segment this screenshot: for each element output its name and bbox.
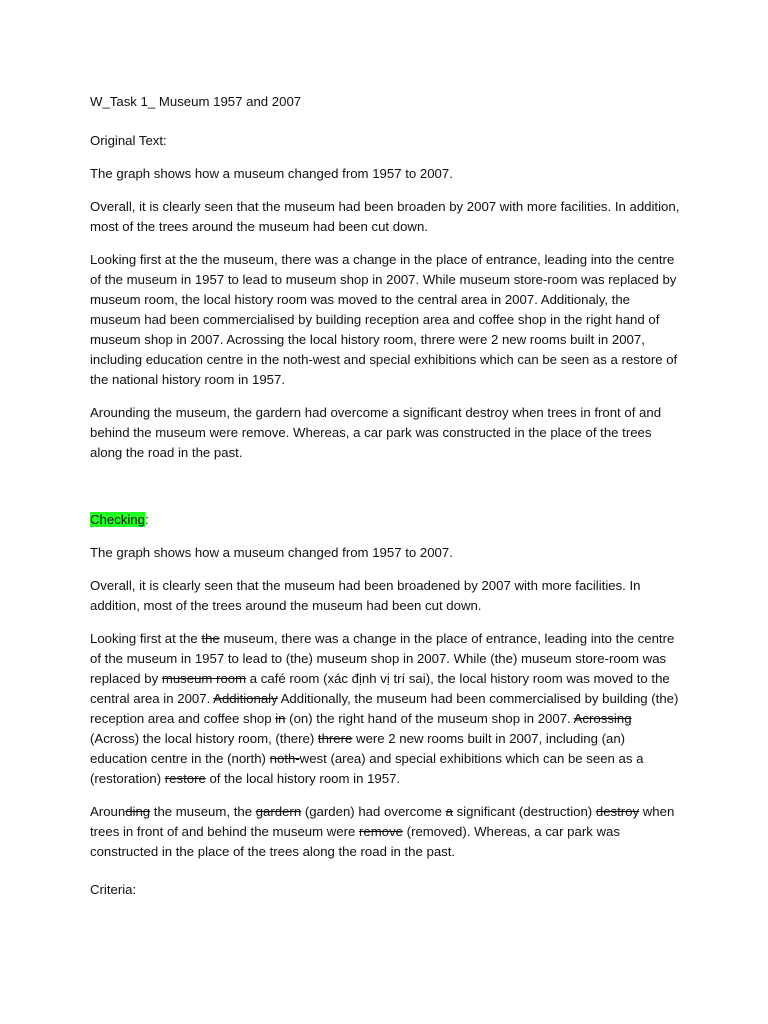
text-run: a café room (xác định vị trí sai), the local history room was moved to the central area in 2007.: [90, 671, 670, 706]
struck-text: ding: [125, 804, 151, 819]
criteria-heading: Criteria:: [90, 882, 137, 897]
original-paragraph-2: Overall, it is clearly seen that the museum had been broaden by 2007 with more facilities. In addition, most of the trees around the museum had been cut down.: [90, 199, 680, 234]
text-run: (on) the right hand of the museum shop in 2007.: [285, 711, 574, 726]
struck-text: museum room: [161, 671, 247, 686]
struck-text: gardern: [255, 804, 302, 819]
struck-text: threre: [317, 731, 353, 746]
struck-text: the: [201, 631, 220, 646]
text-run: the museum, the: [150, 804, 256, 819]
text-run: (Across) the local history room, (there): [90, 731, 318, 746]
section-spacer: [90, 476, 682, 510]
struck-text: noth-: [269, 751, 300, 766]
checking-paragraph-4: [90, 802, 682, 862]
text-run: of the local history room in 1957.: [205, 771, 401, 786]
checking-paragraph-3: [90, 629, 682, 789]
text-run: Additionally, the museum had been commercialised by building (the) reception area and coffee shop: [90, 691, 679, 726]
text-run: (garden) had overcome: [301, 804, 446, 819]
text-run: west (area) and special exhibitions which can be seen as a (restoration): [90, 751, 644, 786]
document-body: [90, 92, 682, 913]
struck-text: in: [275, 711, 286, 726]
checking-heading-colon: :: [144, 512, 149, 527]
struck-text: remove: [359, 824, 404, 839]
text-run: Aroun: [90, 804, 126, 819]
struck-text: restore: [164, 771, 206, 786]
original-paragraph-4: Arounding the museum, the gardern had overcome a significant destroy when trees in front of and behind the museum were remove. Whereas, a car park was constructed in the place of the trees along the road in the past.: [90, 405, 662, 460]
original-paragraph-1: The graph shows how a museum changed from 1957 to 2007.: [90, 166, 453, 181]
text-run: museum, there was a change in the place of entrance, leading into the centre of the museum in 1957 to lead to (the) museum shop in 2007. While (the) museum store-room was replaced by: [90, 631, 675, 686]
checking-heading-line: [90, 510, 682, 530]
original-heading: Original Text:: [90, 133, 167, 148]
text-run: Looking first at the: [90, 631, 202, 646]
struck-text: destroy: [595, 804, 640, 819]
text-run: were 2 new rooms built in 2007, including (an) education centre in the (north): [90, 731, 626, 766]
document-title: W_Task 1_ Museum 1957 and 2007: [90, 94, 302, 109]
struck-text: Acrossing: [573, 711, 632, 726]
struck-text: Additionaly: [213, 691, 278, 706]
struck-text: a: [445, 804, 453, 819]
text-run: when trees in front of and behind the museum were: [90, 804, 675, 839]
checking-heading: Checking: [90, 512, 145, 527]
checking-paragraph-2: Overall, it is clearly seen that the museum had been broadened by 2007 with more facilities. In addition, most of the trees around the museum had been cut down.: [90, 578, 641, 613]
checking-paragraph-1: The graph shows how a museum changed from 1957 to 2007.: [90, 545, 453, 560]
original-paragraph-3: Looking first at the the museum, there was a change in the place of entrance, leading into the centre of the museum in 1957 to lead to museum shop in 2007. While museum store-room was replaced by museum room, the local history room was moved to the central area in 2007. Additionaly, the museum had been commercialised by building reception area and coffee shop in the right hand of museum shop in 2007. Acrossing the local history room, threre were 2 new rooms built in 2007, including education centre in the noth-west and special exhibitions which can be seen as a restore of the national history room in 1957.: [90, 252, 678, 387]
text-run: significant (destruction): [452, 804, 596, 819]
text-run: (removed). Whereas, a car park was constructed in the place of the trees along the road in the past.: [90, 824, 620, 859]
